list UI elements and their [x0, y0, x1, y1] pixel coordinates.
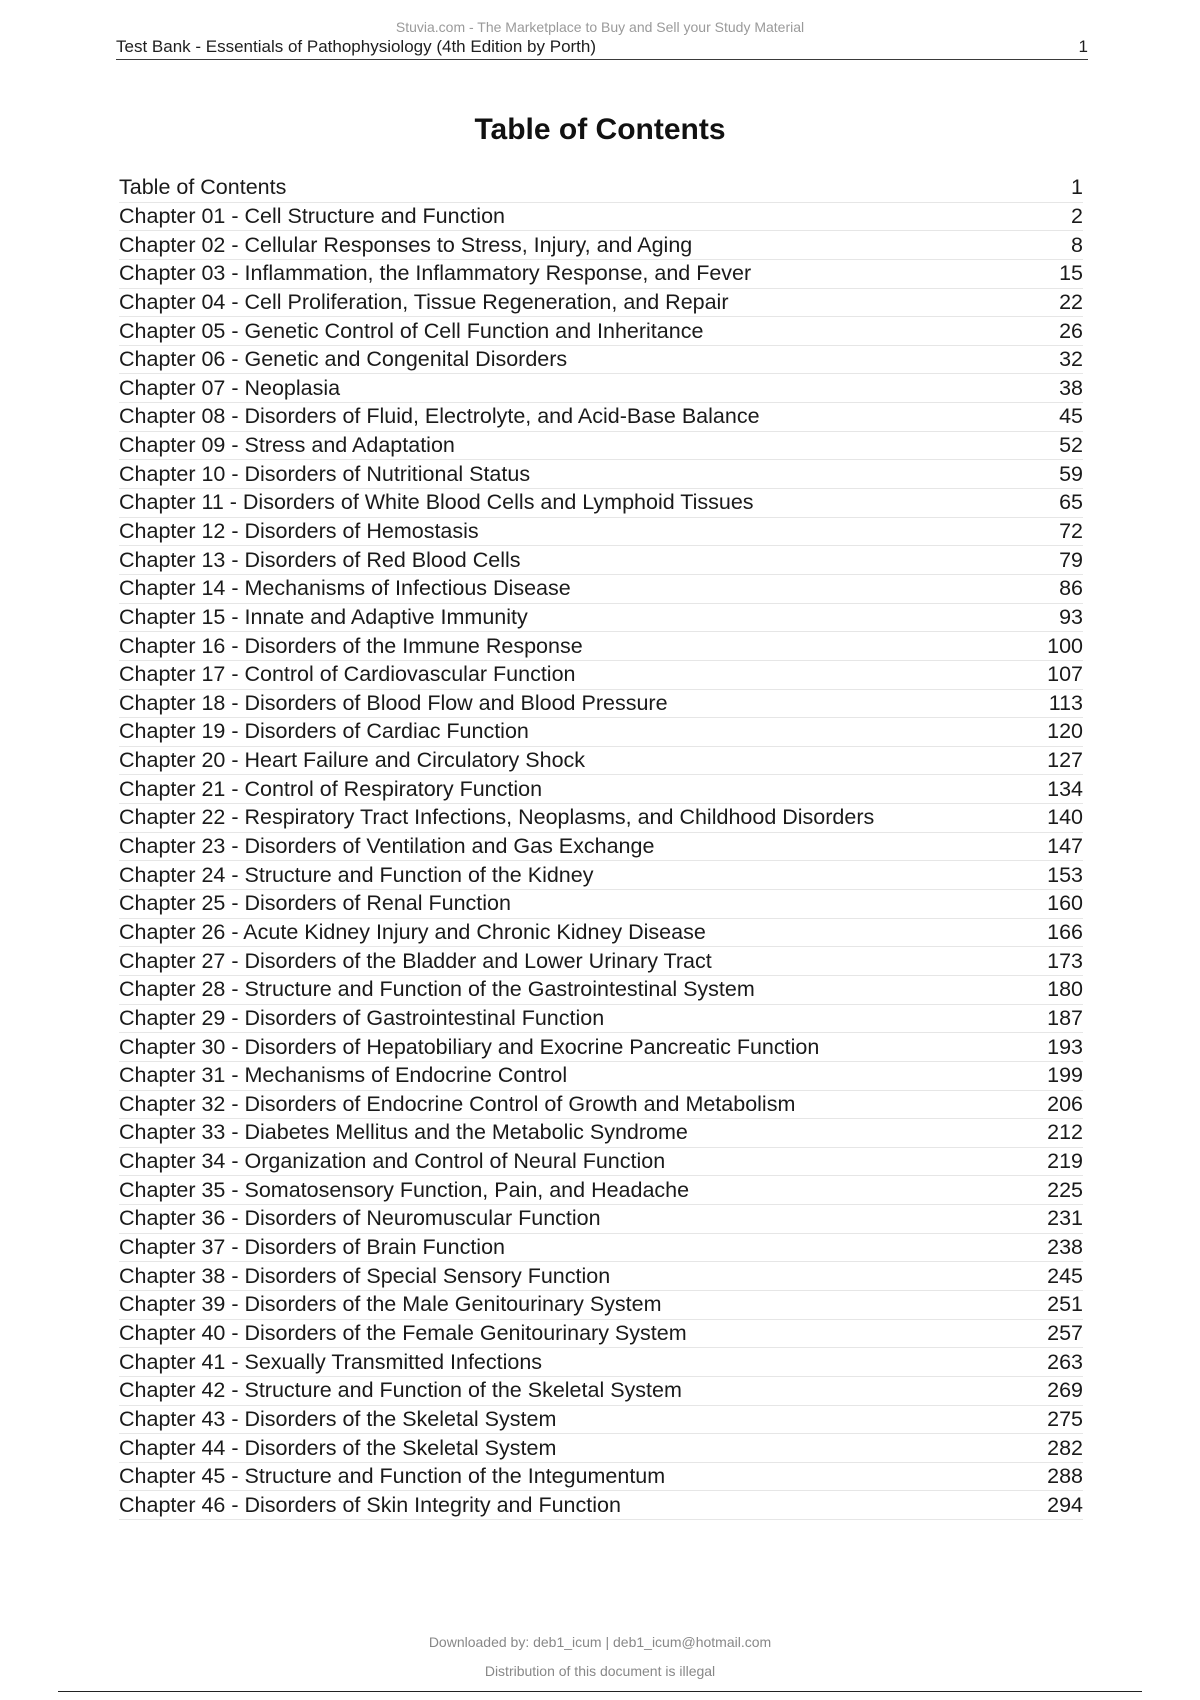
table-of-contents [119, 174, 1083, 1520]
toc-entry-page: 65 [1059, 490, 1083, 515]
toc-entry[interactable] [119, 403, 1083, 432]
toc-entry-title: Chapter 46 - Disorders of Skin Integrity and Function [119, 1492, 621, 1517]
toc-entry-page: 134 [1047, 776, 1083, 801]
toc-entry-page: 245 [1047, 1263, 1083, 1288]
toc-entry[interactable] [119, 632, 1083, 661]
toc-entry[interactable] [119, 518, 1083, 547]
toc-entry-title: Chapter 24 - Structure and Function of the Kidney [119, 862, 594, 887]
toc-entry[interactable] [119, 1377, 1083, 1406]
toc-entry-page: 294 [1047, 1492, 1083, 1517]
toc-entry[interactable] [119, 1491, 1083, 1520]
toc-entry-title: Table of Contents [119, 175, 287, 200]
toc-entry-title: Chapter 14 - Mechanisms of Infectious Disease [119, 576, 571, 601]
toc-entry-title: Chapter 40 - Disorders of the Female Genitourinary System [119, 1320, 687, 1345]
toc-entry-page: 86 [1059, 576, 1083, 601]
toc-entry[interactable] [119, 489, 1083, 518]
toc-entry-page: 219 [1047, 1149, 1083, 1174]
toc-entry-page: 72 [1059, 519, 1083, 543]
toc-entry[interactable] [119, 1205, 1083, 1234]
toc-entry-page: 180 [1047, 977, 1083, 1002]
toc-entry-page: 153 [1047, 862, 1083, 887]
toc-entry[interactable] [119, 1033, 1083, 1062]
toc-entry[interactable] [119, 747, 1083, 776]
toc-entry[interactable] [119, 690, 1083, 719]
footer-downloaded-by: Downloaded by: deb1_icum | deb1_icum@hotmail.com [428, 1634, 772, 1650]
toc-entry-page: 193 [1047, 1034, 1083, 1059]
toc-entry-title: Chapter 41 - Sexually Transmitted Infections [119, 1349, 543, 1374]
toc-entry-page: 127 [1047, 748, 1083, 773]
toc-entry-page: 238 [1047, 1235, 1083, 1260]
toc-entry-page: 45 [1059, 404, 1083, 429]
toc-entry[interactable] [119, 1320, 1083, 1349]
toc-entry-page: 59 [1059, 461, 1083, 486]
toc-entry-title: Chapter 36 - Disorders of Neuromuscular Function [119, 1206, 601, 1231]
toc-entry-title: Chapter 43 - Disorders of the Skeletal System [119, 1406, 557, 1431]
toc-entry[interactable] [119, 1148, 1083, 1177]
toc-entry[interactable] [119, 976, 1083, 1005]
toc-entry-title: Chapter 34 - Organization and Control of Neural Function [119, 1149, 666, 1174]
toc-entry[interactable] [119, 1234, 1083, 1263]
toc-entry-page: 166 [1047, 919, 1083, 944]
toc-entry-page: 282 [1047, 1435, 1083, 1460]
toc-entry-page: 147 [1047, 834, 1083, 859]
toc-entry-title: Chapter 21 - Control of Respiratory Function [119, 776, 543, 801]
header-book-title: Test Bank - Essentials of Pathophysiology (4th Edition by Porth) [116, 37, 597, 56]
toc-entry-page: 212 [1047, 1120, 1083, 1145]
toc-entry-page: 22 [1059, 289, 1083, 314]
toc-entry-page: 32 [1059, 347, 1083, 372]
toc-entry-page: 160 [1047, 891, 1083, 916]
toc-entry[interactable] [119, 1291, 1083, 1320]
toc-entry-title: Chapter 42 - Structure and Function of the Skeletal System [119, 1378, 682, 1403]
toc-entry-title: Chapter 03 - Inflammation, the Inflammatory Response, and Fever [119, 261, 752, 286]
toc-entry[interactable] [119, 833, 1083, 862]
toc-entry-title: Chapter 09 - Stress and Adaptation [119, 433, 455, 458]
toc-entry[interactable] [119, 1005, 1083, 1034]
toc-entry-title: Chapter 16 - Disorders of the Immune Response [119, 633, 583, 658]
toc-entry-title: Chapter 02 - Cellular Responses to Stress, Injury, and Aging [119, 232, 693, 257]
toc-entry[interactable] [119, 1406, 1083, 1435]
toc-entry-page: 8 [1071, 232, 1083, 257]
toc-entry-page: 52 [1059, 433, 1083, 458]
toc-entry-page: 257 [1047, 1320, 1083, 1345]
toc-entry-title: Chapter 01 - Cell Structure and Function [119, 203, 506, 228]
toc-entry-page: 2 [1071, 203, 1083, 228]
toc-entry[interactable] [119, 1119, 1083, 1148]
toc-entry-page: 275 [1047, 1406, 1083, 1431]
toc-entry-page: 199 [1047, 1063, 1083, 1088]
toc-entry[interactable] [119, 374, 1083, 403]
toc-entry-title: Chapter 33 - Diabetes Mellitus and the Metabolic Syndrome [119, 1120, 688, 1145]
toc-entry[interactable] [119, 432, 1083, 461]
toc-entry-title: Chapter 04 - Cell Proliferation, Tissue Regeneration, and Repair [119, 289, 729, 314]
toc-entry-title: Chapter 05 - Genetic Control of Cell Function and Inheritance [119, 318, 704, 343]
toc-entry-title: Chapter 13 - Disorders of Red Blood Cells [119, 547, 521, 572]
toc-entry-title: Chapter 25 - Disorders of Renal Function [119, 891, 511, 916]
toc-entry-page: 79 [1059, 547, 1083, 572]
toc-entry-title: Chapter 45 - Structure and Function of the Integumentum [119, 1464, 666, 1489]
toc-entry[interactable] [119, 289, 1083, 318]
toc-entry-title: Chapter 22 - Respiratory Tract Infections, Neoplasms, and Childhood Disorders [119, 805, 875, 830]
toc-entry[interactable] [119, 174, 1083, 203]
toc-entry-title: Chapter 07 - Neoplasia [119, 375, 341, 400]
toc-entry[interactable] [119, 804, 1083, 833]
running-header [116, 37, 1088, 60]
toc-entry[interactable] [119, 604, 1083, 633]
toc-entry-page: 93 [1059, 604, 1083, 629]
toc-entry-title: Chapter 32 - Disorders of Endocrine Control of Growth and Metabolism [119, 1091, 796, 1116]
toc-entry-page: 269 [1047, 1378, 1083, 1403]
toc-entry-page: 120 [1047, 719, 1083, 744]
toc-entry-title: Chapter 35 - Somatosensory Function, Pain, and Headache [119, 1177, 690, 1202]
toc-entry-title: Chapter 17 - Control of Cardiovascular Function [119, 662, 576, 687]
page-title: Table of Contents [474, 113, 726, 146]
toc-entry[interactable] [119, 919, 1083, 948]
toc-entry[interactable] [119, 661, 1083, 690]
toc-entry-page: 251 [1047, 1292, 1083, 1317]
toc-entry-title: Chapter 10 - Disorders of Nutritional Status [119, 461, 531, 486]
toc-entry[interactable] [119, 575, 1083, 604]
toc-entry-page: 187 [1047, 1005, 1083, 1030]
toc-entry-title: Chapter 15 - Innate and Adaptive Immunity [119, 604, 528, 629]
toc-entry-title: Chapter 06 - Genetic and Congenital Disorders [119, 347, 568, 372]
footer-distribution-notice: Distribution of this document is illegal [484, 1663, 716, 1679]
toc-entry[interactable] [119, 460, 1083, 489]
toc-entry-title: Chapter 26 - Acute Kidney Injury and Chronic Kidney Disease [119, 919, 706, 944]
toc-entry-title: Chapter 28 - Structure and Function of the Gastrointestinal System [119, 977, 755, 1002]
toc-entry-title: Chapter 30 - Disorders of Hepatobiliary and Exocrine Pancreatic Function [119, 1034, 820, 1059]
toc-entry-page: 107 [1047, 662, 1083, 687]
toc-entry-title: Chapter 12 - Disorders of Hemostasis [119, 519, 479, 543]
toc-entry-title: Chapter 44 - Disorders of the Skeletal System [119, 1435, 557, 1460]
toc-entry-page: 173 [1047, 948, 1083, 973]
toc-entry[interactable] [119, 1176, 1083, 1205]
toc-entry[interactable] [119, 203, 1083, 232]
toc-entry[interactable] [119, 1262, 1083, 1291]
toc-entry[interactable] [119, 1434, 1083, 1463]
toc-entry[interactable] [119, 890, 1083, 919]
toc-entry-title: Chapter 37 - Disorders of Brain Function [119, 1235, 505, 1260]
toc-entry-page: 263 [1047, 1349, 1083, 1374]
toc-entry[interactable] [119, 260, 1083, 289]
toc-entry[interactable] [119, 947, 1083, 976]
toc-entry[interactable] [119, 1348, 1083, 1377]
toc-entry[interactable] [119, 346, 1083, 375]
toc-entry[interactable] [119, 231, 1083, 260]
footer-rule [58, 1691, 1142, 1692]
toc-entry-title: Chapter 29 - Disorders of Gastrointestinal Function [119, 1005, 605, 1030]
toc-entry-title: Chapter 20 - Heart Failure and Circulatory Shock [119, 748, 586, 773]
toc-entry-page: 100 [1047, 633, 1083, 658]
toc-entry[interactable] [119, 1463, 1083, 1492]
toc-entry-page: 206 [1047, 1091, 1083, 1116]
toc-entry-page: 113 [1048, 690, 1083, 715]
toc-entry-title: Chapter 11 - Disorders of White Blood Cells and Lymphoid Tissues [119, 490, 754, 515]
toc-entry-page: 140 [1047, 805, 1083, 830]
stuvia-watermark: Stuvia.com - The Marketplace to Buy and Sell your Study Material [395, 19, 805, 35]
toc-entry[interactable] [119, 718, 1083, 747]
toc-entry-title: Chapter 38 - Disorders of Special Sensory Function [119, 1263, 611, 1288]
toc-entry[interactable] [119, 1062, 1083, 1091]
toc-entry-title: Chapter 23 - Disorders of Ventilation and Gas Exchange [119, 834, 655, 859]
toc-entry-page: 26 [1059, 318, 1083, 343]
toc-entry-title: Chapter 18 - Disorders of Blood Flow and Blood Pressure [119, 690, 668, 715]
toc-entry-page: 1 [1071, 175, 1083, 200]
toc-entry-page: 231 [1047, 1206, 1083, 1231]
toc-entry[interactable] [119, 775, 1083, 804]
toc-entry-title: Chapter 08 - Disorders of Fluid, Electrolyte, and Acid-Base Balance [119, 404, 760, 429]
toc-entry-page: 288 [1047, 1464, 1083, 1489]
toc-entry-title: Chapter 39 - Disorders of the Male Genitourinary System [119, 1292, 662, 1317]
toc-entry-title: Chapter 19 - Disorders of Cardiac Function [119, 719, 529, 744]
toc-entry-page: 15 [1059, 261, 1083, 286]
toc-entry-title: Chapter 27 - Disorders of the Bladder and Lower Urinary Tract [119, 948, 712, 973]
toc-entry[interactable] [119, 1091, 1083, 1120]
toc-entry-title: Chapter 31 - Mechanisms of Endocrine Control [119, 1063, 568, 1088]
toc-entry[interactable] [119, 861, 1083, 890]
toc-entry-page: 225 [1047, 1177, 1083, 1202]
toc-entry[interactable] [119, 317, 1083, 346]
toc-entry-page: 38 [1059, 375, 1083, 400]
toc-entry[interactable] [119, 546, 1083, 575]
header-page-number: 1 [1078, 37, 1088, 56]
